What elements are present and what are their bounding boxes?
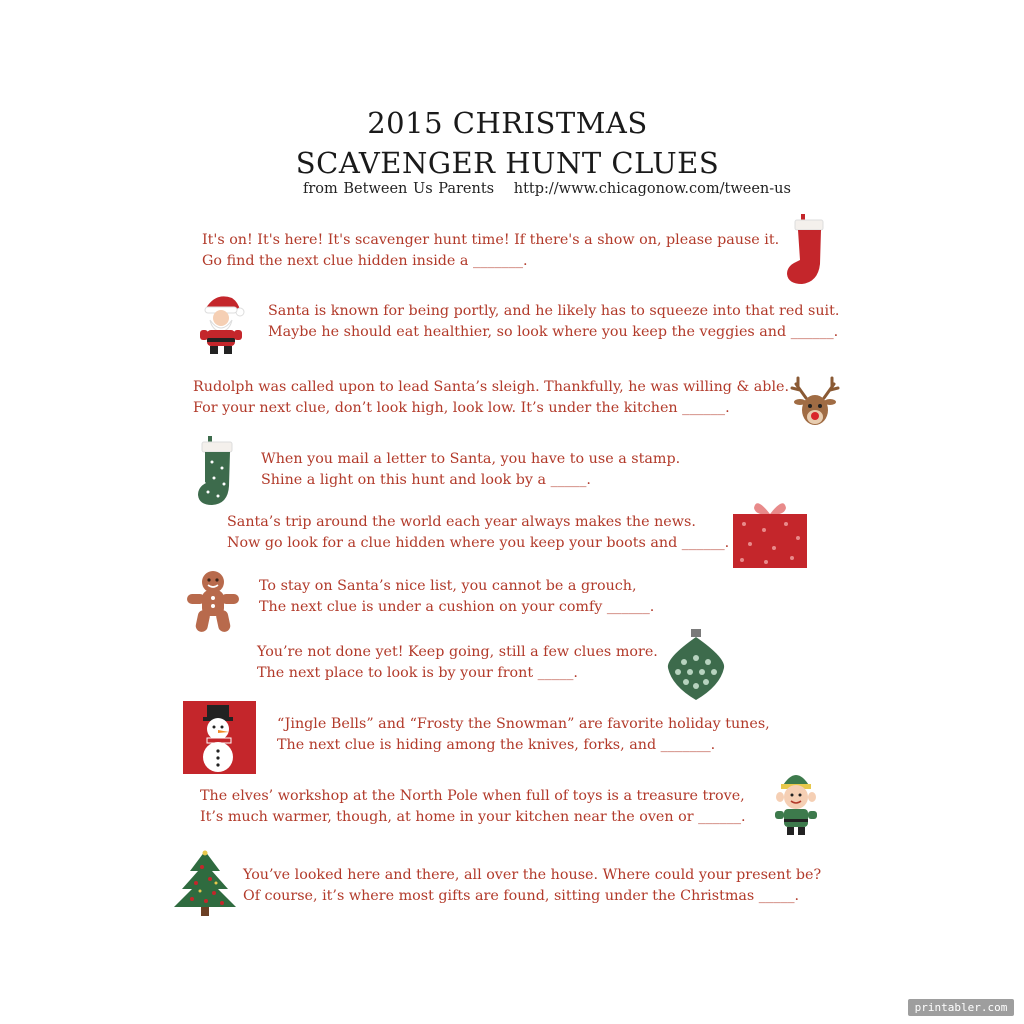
clue-3 bbox=[193, 377, 789, 418]
santa-icon bbox=[196, 290, 246, 356]
gift-box-icon bbox=[730, 494, 810, 570]
ornament-icon bbox=[664, 628, 728, 702]
clue-line: For your next clue, don’t look high, look low. It’s under the kitchen ______. bbox=[193, 399, 730, 416]
clue-6 bbox=[259, 576, 654, 617]
source-text: from Between Us Parents bbox=[303, 181, 495, 197]
gingerbread-man-icon bbox=[184, 568, 242, 636]
clue-line: Santa’s trip around the world each year always makes the news. bbox=[227, 514, 696, 530]
clue-line: Of course, it’s where most gifts are found, sitting under the Christmas _____. bbox=[243, 887, 800, 904]
clue-line: Rudolph was called upon to lead Santa’s sleigh. Thankfully, he was willing & able. bbox=[193, 379, 790, 395]
clue-line: The elves’ workshop at the North Pole when full of toys is a treasure trove, bbox=[200, 788, 745, 804]
title-line-2: SCAVENGER HUNT CLUES bbox=[295, 146, 720, 180]
clue-2 bbox=[268, 301, 839, 342]
clue-10 bbox=[243, 865, 821, 906]
red-stocking-icon bbox=[784, 212, 828, 288]
clue-line: Go find the next clue hidden inside a _______. bbox=[202, 252, 528, 269]
elf-icon bbox=[772, 765, 820, 837]
clue-8 bbox=[277, 714, 770, 755]
clue-line: Maybe he should eat healthier, so look where you keep the veggies and ______. bbox=[268, 323, 839, 340]
clue-line: Shine a light on this hunt and look by a _____. bbox=[261, 471, 591, 488]
reindeer-icon bbox=[786, 374, 844, 430]
subtitle bbox=[303, 181, 791, 197]
clue-line: “Jingle Bells” and “Frosty the Snowman” are favorite holiday tunes, bbox=[277, 716, 770, 732]
clue-line: The next place to look is by your front _____. bbox=[257, 664, 578, 681]
clue-line: It's on! It's here! It's scavenger hunt time! If there's a show on, please pause it. bbox=[202, 232, 780, 248]
snowman-icon bbox=[183, 701, 256, 774]
clue-line: To stay on Santa’s nice list, you cannot be a grouch, bbox=[259, 578, 637, 594]
source-url: http://www.chicagonow.com/tween-us bbox=[513, 181, 791, 197]
clue-1 bbox=[202, 230, 779, 271]
clue-line: It’s much warmer, though, at home in your kitchen near the oven or ______. bbox=[200, 808, 746, 825]
clue-line: The next clue is under a cushion on your comfy ______. bbox=[259, 598, 655, 615]
green-stocking-icon bbox=[196, 434, 238, 508]
clue-line: Santa is known for being portly, and he likely has to squeeze into that red suit. bbox=[268, 303, 840, 319]
printabler-watermark: printabler.com bbox=[908, 999, 1014, 1016]
clue-line: You’ve looked here and there, all over the house. Where could your present be? bbox=[243, 867, 822, 883]
clue-line: When you mail a letter to Santa, you have to use a stamp. bbox=[261, 451, 681, 467]
clue-line: You’re not done yet! Keep going, still a few clues more. bbox=[257, 644, 658, 660]
clue-line: The next clue is hiding among the knives, forks, and _______. bbox=[277, 736, 716, 753]
title-line-1: 2015 CHRISTMAS bbox=[367, 106, 648, 140]
clue-9 bbox=[200, 786, 746, 827]
clue-4 bbox=[261, 449, 680, 490]
clue-5 bbox=[227, 512, 729, 553]
clue-line: Now go look for a clue hidden where you keep your boots and ______. bbox=[227, 534, 730, 551]
clue-7 bbox=[257, 642, 658, 683]
christmas-tree-icon bbox=[172, 849, 238, 917]
